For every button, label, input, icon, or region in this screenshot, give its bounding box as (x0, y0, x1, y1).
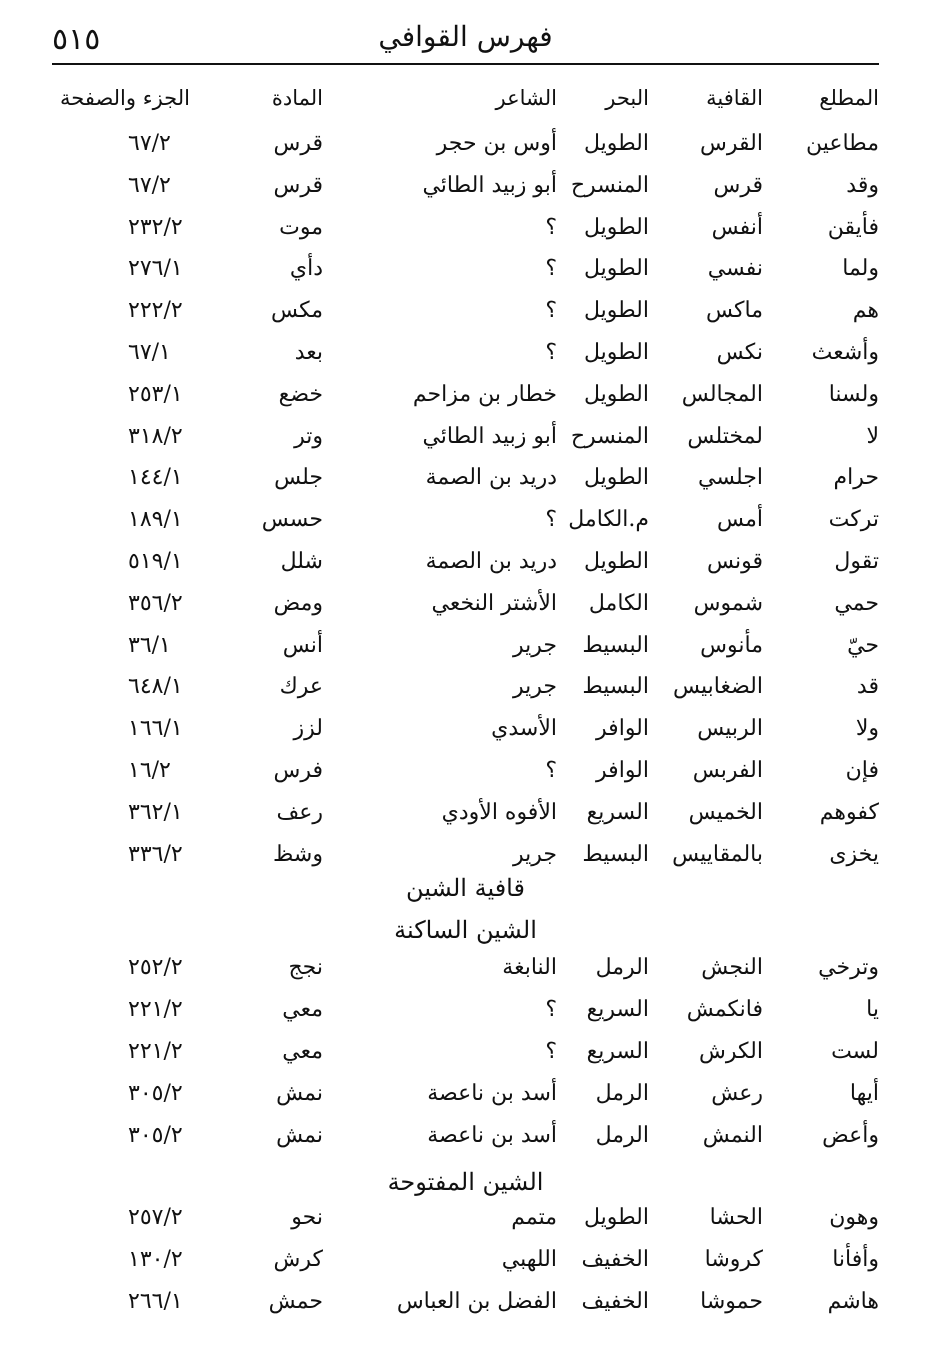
cell-qafiya: لمختلس (687, 423, 763, 449)
cell-matla: فأيقن (827, 214, 879, 240)
cell-matla: تركت (828, 507, 879, 533)
col-header-madda: المادة (271, 86, 323, 110)
cell-madda: فرس (273, 758, 323, 783)
running-title: فهرس القوافي (378, 20, 553, 53)
cell-matla: حيّ (847, 632, 879, 658)
cell-matla: وأعض (822, 1123, 879, 1148)
cell-shaer: ؟ (545, 256, 557, 282)
cell-bahr: الطويل (583, 131, 649, 156)
cell-bahr: الرمل (595, 1081, 649, 1106)
cell-page: ٢٥٧/٢ (128, 1205, 183, 1230)
cell-matla: هم (852, 298, 879, 324)
cell-qafiya: الضغابيس (672, 674, 763, 700)
cell-qafiya: القرس (700, 131, 763, 156)
cell-shaer: ؟ (545, 340, 557, 365)
cell-qafiya: اجلسي (698, 465, 763, 491)
index-row (52, 793, 879, 833)
cell-madda: دأي (289, 256, 323, 282)
cell-bahr: الكامل (588, 590, 649, 616)
cell-madda: كرش (273, 1247, 323, 1272)
cell-qafiya: حموشا (700, 1289, 763, 1314)
index-row (52, 1282, 879, 1322)
cell-qafiya: الخميس (688, 799, 763, 825)
cell-bahr: الطويل (583, 214, 649, 240)
cell-bahr: م.الكامل (568, 507, 649, 533)
cell-shaer: الأفوه الأودي (441, 799, 557, 825)
index-row (52, 1240, 879, 1280)
cell-page: ١٨٩/١ (128, 507, 183, 533)
cell-page: ٢٢٢/٢ (128, 298, 183, 324)
cell-bahr: الخفيف (581, 1247, 649, 1272)
cell-madda: حسس (261, 507, 323, 533)
column-header-row (52, 78, 879, 118)
cell-page: ٣٥٦/٢ (128, 590, 183, 616)
cell-matla: فإن (845, 758, 879, 783)
cell-shaer: اللهبي (501, 1247, 557, 1272)
cell-matla: قد (856, 674, 879, 700)
cell-matla: وأشعث (811, 340, 879, 365)
index-row (52, 249, 879, 289)
cell-qafiya: نكس (716, 340, 763, 365)
cell-bahr: الطويل (583, 549, 649, 574)
cell-madda: نجج (288, 955, 323, 980)
cell-madda: جلس (274, 465, 323, 491)
index-row (52, 458, 879, 498)
index-row (52, 208, 879, 248)
index-row (52, 500, 879, 540)
cell-bahr: الرمل (595, 1123, 649, 1148)
cell-shaer: النابغة (502, 955, 557, 980)
cell-qafiya: أنفس (711, 214, 763, 240)
cell-qafiya: الكرش (699, 1039, 763, 1064)
cell-matla: مطاعين (805, 131, 879, 156)
cell-qafiya: المجالس (681, 381, 763, 407)
cell-page: ٦٧/٢ (128, 131, 171, 156)
cell-shaer: دريد بن الصمة (425, 465, 557, 491)
index-row (52, 667, 879, 707)
cell-shaer: الأشتر النخعي (431, 590, 557, 616)
cell-shaer: الفضل بن العباس (396, 1289, 557, 1314)
cell-madda: معي (282, 1039, 323, 1064)
cell-page: ٢٢١/٢ (128, 1039, 183, 1064)
index-row (52, 1198, 879, 1238)
cell-shaer: جرير (513, 841, 557, 867)
cell-matla: تقول (834, 549, 879, 574)
cell-page: ٦٧/٢ (128, 172, 171, 198)
cell-bahr: الوافر (596, 716, 649, 742)
cell-page: ١٦٦/١ (128, 716, 183, 742)
cell-qafiya: رعش (711, 1081, 763, 1106)
index-row (52, 584, 879, 624)
index-row (52, 990, 879, 1030)
cell-madda: أنس (282, 632, 323, 658)
cell-page: ٢٣٢/٢ (128, 214, 183, 240)
cell-matla: كفوهم (819, 799, 879, 825)
cell-qafiya: النمش (702, 1123, 763, 1148)
cell-matla: ولا (855, 716, 879, 742)
index-row (52, 1116, 879, 1156)
cell-page: ٣١٨/٢ (128, 423, 183, 449)
index-row (52, 948, 879, 988)
cell-madda: لزز (293, 716, 323, 742)
cell-bahr: الوافر (596, 758, 649, 783)
cell-madda: نمش (276, 1081, 323, 1106)
cell-page: ٦٤٨/١ (128, 674, 183, 700)
cell-matla: لا (866, 423, 879, 449)
index-row (52, 333, 879, 373)
cell-page: ٢٥٢/٢ (128, 955, 183, 980)
cell-bahr: الطويل (583, 256, 649, 282)
cell-shaer: أوس بن حجر (436, 131, 557, 156)
cell-madda: معي (282, 997, 323, 1022)
cell-matla: لست (831, 1039, 879, 1064)
cell-qafiya: بالمقاييس (672, 841, 763, 867)
cell-qafiya: مأنوس (700, 632, 763, 658)
cell-shaer: خطار بن مزاحم (412, 381, 557, 407)
cell-matla: وهون (829, 1205, 879, 1230)
cell-bahr: المنسرح (570, 423, 649, 449)
cell-qafiya: شموس (693, 590, 763, 616)
cell-bahr: السريع (586, 1039, 649, 1064)
page-number: ٥١٥ (52, 22, 101, 57)
cell-bahr: المنسرح (570, 172, 649, 198)
cell-page: ٣٦٢/١ (128, 799, 183, 825)
cell-page: ٥١٩/١ (128, 549, 183, 574)
cell-qafiya: فانكمش (686, 997, 763, 1022)
cell-shaer: ؟ (545, 298, 557, 324)
section-title-qafiya: قافية الشين (406, 874, 525, 902)
section-title-maftuha: الشين المفتوحة (387, 1168, 544, 1196)
cell-page: ٣٣٦/٢ (128, 841, 183, 867)
index-row (52, 375, 879, 415)
index-row (52, 626, 879, 666)
cell-matla: ولسنا (828, 381, 879, 407)
cell-bahr: السريع (586, 799, 649, 825)
cell-bahr: الطويل (583, 298, 649, 324)
cell-shaer: ؟ (545, 997, 557, 1022)
index-row (52, 1032, 879, 1072)
cell-madda: مكس (271, 298, 323, 324)
cell-madda: وشظ (273, 841, 323, 867)
cell-matla: يا (866, 997, 879, 1022)
cell-page: ٢٢١/٢ (128, 997, 183, 1022)
cell-bahr: الطويل (583, 1205, 649, 1230)
section-title-sakina: الشين الساكنة (394, 916, 537, 944)
cell-shaer: ؟ (545, 1039, 557, 1064)
cell-page: ٣٠٥/٢ (128, 1123, 183, 1148)
col-header-matla: المطلع (819, 86, 879, 110)
cell-shaer: أبو زبيد الطائي (422, 423, 557, 449)
cell-shaer: أسد بن ناعصة (427, 1081, 557, 1106)
cell-page: ٢٦٦/١ (128, 1289, 183, 1314)
cell-shaer: ؟ (545, 507, 557, 533)
cell-qafiya: النجش (701, 955, 763, 980)
cell-page: ٢٥٣/١ (128, 381, 183, 407)
index-row (52, 1074, 879, 1114)
cell-qafiya: ماكس (705, 298, 763, 324)
cell-bahr: الخفيف (581, 1289, 649, 1314)
cell-shaer: ؟ (545, 758, 557, 783)
index-row (52, 542, 879, 582)
cell-qafiya: قرس (713, 172, 763, 198)
index-row (52, 291, 879, 331)
index-row (52, 709, 879, 749)
cell-qafiya: قونس (706, 549, 763, 574)
col-header-bahr: البحر (605, 86, 649, 110)
cell-matla: يخزى (829, 841, 879, 867)
cell-bahr: السريع (586, 997, 649, 1022)
cell-page: ١٦/٢ (128, 758, 171, 783)
cell-qafiya: نفسي (707, 256, 763, 282)
cell-qafiya: كروشا (704, 1247, 763, 1272)
cell-shaer: أبو زبيد الطائي (422, 172, 557, 198)
cell-qafiya: الفربس (692, 758, 763, 783)
cell-madda: موت (279, 214, 323, 240)
index-row (52, 166, 879, 206)
cell-madda: نحو (291, 1205, 323, 1230)
cell-matla: وأفأنا (832, 1247, 879, 1272)
cell-shaer: أسد بن ناعصة (427, 1123, 557, 1148)
cell-matla: وقد (846, 172, 879, 198)
cell-bahr: الطويل (583, 381, 649, 407)
cell-shaer: الأسدي (491, 716, 557, 742)
cell-madda: حمش (268, 1289, 323, 1314)
cell-page: ٣٦/١ (128, 632, 171, 658)
cell-page: ٢٧٦/١ (128, 256, 183, 282)
page-header (52, 18, 879, 62)
cell-madda: بعد (294, 340, 323, 365)
col-header-qafiya: القافية (706, 86, 763, 110)
cell-madda: قرس (273, 131, 323, 156)
cell-madda: نمش (276, 1123, 323, 1148)
cell-madda: ومض (273, 590, 323, 616)
cell-madda: خضع (278, 381, 323, 407)
cell-matla: حرام (833, 465, 879, 491)
cell-madda: شلل (280, 549, 323, 574)
cell-matla: ولما (842, 256, 879, 282)
index-row (52, 751, 879, 791)
cell-matla: هاشم (827, 1289, 879, 1314)
index-row (52, 417, 879, 457)
cell-matla: أيها (849, 1081, 879, 1106)
cell-matla: وترخي (818, 955, 879, 980)
cell-madda: وتر (294, 423, 323, 449)
cell-page: ١٣٠/٢ (128, 1247, 183, 1272)
cell-bahr: الرمل (595, 955, 649, 980)
cell-page: ٣٠٥/٢ (128, 1081, 183, 1106)
cell-bahr: الطويل (583, 465, 649, 491)
cell-qafiya: أمس (717, 507, 763, 533)
cell-bahr: البسيط (582, 674, 649, 700)
cell-bahr: البسيط (582, 632, 649, 658)
col-header-page: الجزء والصفحة (60, 86, 190, 110)
cell-bahr: البسيط (582, 841, 649, 867)
cell-shaer: جرير (513, 674, 557, 700)
cell-page: ١٤٤/١ (128, 465, 183, 491)
cell-madda: عرك (279, 674, 323, 700)
cell-bahr: الطويل (583, 340, 649, 365)
index-row (52, 124, 879, 164)
cell-shaer: دريد بن الصمة (425, 549, 557, 574)
cell-qafiya: الربيس (697, 716, 763, 742)
cell-madda: رعف (276, 799, 323, 825)
cell-page: ٦٧/١ (128, 340, 171, 365)
cell-matla: حمي (834, 590, 879, 616)
col-header-shaer: الشاعر (495, 86, 557, 110)
cell-qafiya: الحشا (709, 1205, 763, 1230)
header-rule (52, 63, 879, 65)
cell-shaer: ؟ (545, 214, 557, 240)
cell-shaer: متمم (511, 1205, 557, 1230)
cell-shaer: جرير (513, 632, 557, 658)
cell-madda: قرس (273, 172, 323, 198)
